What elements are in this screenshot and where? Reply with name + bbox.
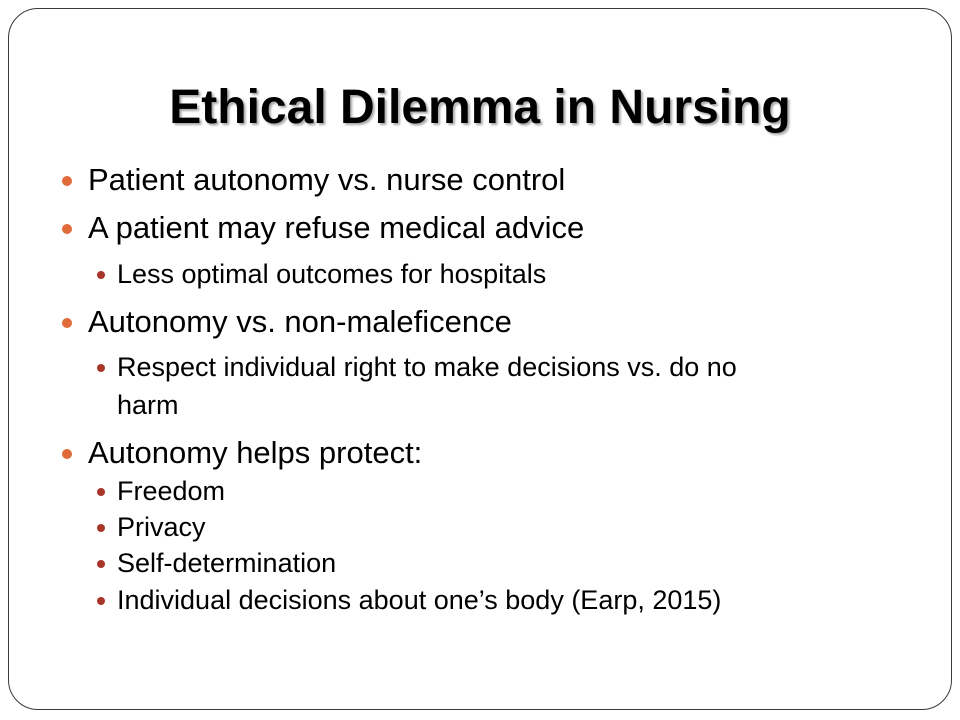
bullet-dot-icon <box>62 176 72 186</box>
bullet-text: harm <box>117 390 179 420</box>
sub-bullet-item <box>117 545 336 582</box>
bullet-text: Autonomy vs. non-maleficence <box>88 304 512 339</box>
sub-bullet-dot-icon <box>97 271 105 279</box>
sub-bullet-item <box>117 473 225 510</box>
bullet-text: Privacy <box>117 512 206 542</box>
bullet-text: Respect individual right to make decisions vs. do no <box>117 352 737 382</box>
bullet-text: Less optimal outcomes for hospitals <box>117 259 547 289</box>
sub-bullet-dot-icon <box>97 560 105 568</box>
sub-bullet-item <box>117 349 737 386</box>
bullet-text: Patient autonomy vs. nurse control <box>88 162 566 197</box>
sub-bullet-continuation <box>117 387 179 424</box>
sub-bullet-item <box>117 256 546 293</box>
bullet-dot-icon <box>62 318 72 328</box>
bullet-dot-icon <box>62 449 72 459</box>
bullet-item <box>88 303 512 341</box>
bullet-item <box>88 161 565 199</box>
slide-title: Ethical Dilemma in Nursing <box>169 81 791 134</box>
sub-bullet-dot-icon <box>97 597 105 605</box>
bullet-text: Self-determination <box>117 548 337 578</box>
sub-bullet-item <box>117 582 721 619</box>
sub-bullet-item <box>117 509 206 546</box>
bullet-item <box>88 209 584 247</box>
bullet-dot-icon <box>62 224 72 234</box>
sub-bullet-dot-icon <box>97 524 105 532</box>
bullet-text: A patient may refuse medical advice <box>88 210 585 245</box>
bullet-item <box>88 434 422 472</box>
bullet-text: Autonomy helps protect: <box>88 435 423 470</box>
bullet-text: Individual decisions about one’s body (Earp, 2015) <box>117 585 722 615</box>
sub-bullet-dot-icon <box>97 364 105 372</box>
bullet-text: Freedom <box>117 476 226 506</box>
sub-bullet-dot-icon <box>97 488 105 496</box>
